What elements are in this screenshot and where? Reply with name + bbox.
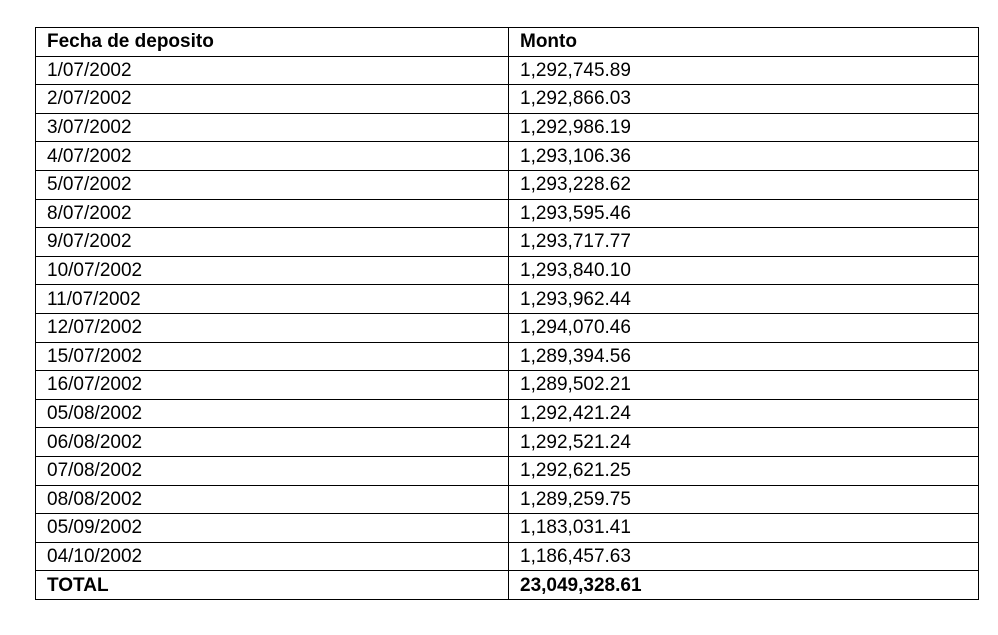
- deposit-amount-cell: 1,289,259.75: [509, 485, 979, 514]
- table-row: [36, 542, 979, 571]
- deposit-date-cell: 16/07/2002: [36, 371, 509, 400]
- table-row: [36, 199, 979, 228]
- deposit-amount-cell: 1,292,745.89: [509, 56, 979, 85]
- deposit-date-cell: 4/07/2002: [36, 142, 509, 171]
- total-row: [36, 571, 979, 600]
- table-row: [36, 313, 979, 342]
- table-row: [36, 256, 979, 285]
- total-label: TOTAL: [36, 571, 509, 600]
- deposit-date-cell: 06/08/2002: [36, 428, 509, 457]
- deposit-date-cell: 2/07/2002: [36, 85, 509, 114]
- column-header-date: Fecha de deposito: [36, 28, 509, 57]
- deposit-amount-cell: 1,289,394.56: [509, 342, 979, 371]
- deposit-amount-cell: 1,292,986.19: [509, 113, 979, 142]
- deposit-date-cell: 15/07/2002: [36, 342, 509, 371]
- table-row: [36, 285, 979, 314]
- table-row: [36, 85, 979, 114]
- deposit-date-cell: 1/07/2002: [36, 56, 509, 85]
- deposit-amount-cell: 1,292,866.03: [509, 85, 979, 114]
- deposit-date-cell: 07/08/2002: [36, 456, 509, 485]
- table-row: [36, 228, 979, 257]
- deposit-amount-cell: 1,292,621.25: [509, 456, 979, 485]
- deposit-amount-cell: 1,289,502.21: [509, 371, 979, 400]
- table-row: [36, 399, 979, 428]
- deposit-date-cell: 10/07/2002: [36, 256, 509, 285]
- deposits-table: [35, 27, 979, 600]
- total-value: 23,049,328.61: [509, 571, 979, 600]
- column-header-amount: Monto: [509, 28, 979, 57]
- table-row: [36, 428, 979, 457]
- table-header-row: [36, 28, 979, 57]
- deposit-amount-cell: 1,183,031.41: [509, 514, 979, 543]
- table-row: [36, 342, 979, 371]
- table-row: [36, 142, 979, 171]
- table-row: [36, 456, 979, 485]
- deposit-amount-cell: 1,186,457.63: [509, 542, 979, 571]
- deposit-amount-cell: 1,294,070.46: [509, 313, 979, 342]
- deposit-date-cell: 04/10/2002: [36, 542, 509, 571]
- deposit-date-cell: 3/07/2002: [36, 113, 509, 142]
- deposit-date-cell: 9/07/2002: [36, 228, 509, 257]
- deposit-date-cell: 05/08/2002: [36, 399, 509, 428]
- deposit-amount-cell: 1,293,106.36: [509, 142, 979, 171]
- table-row: [36, 170, 979, 199]
- document-page: [35, 27, 979, 600]
- table-row: [36, 371, 979, 400]
- table-row: [36, 514, 979, 543]
- deposit-amount-cell: 1,292,421.24: [509, 399, 979, 428]
- deposit-date-cell: 5/07/2002: [36, 170, 509, 199]
- deposit-date-cell: 12/07/2002: [36, 313, 509, 342]
- deposit-amount-cell: 1,293,962.44: [509, 285, 979, 314]
- deposit-date-cell: 11/07/2002: [36, 285, 509, 314]
- table-row: [36, 113, 979, 142]
- table-row: [36, 485, 979, 514]
- deposit-amount-cell: 1,293,717.77: [509, 228, 979, 257]
- deposit-date-cell: 05/09/2002: [36, 514, 509, 543]
- deposit-amount-cell: 1,293,228.62: [509, 170, 979, 199]
- deposit-amount-cell: 1,293,595.46: [509, 199, 979, 228]
- deposit-amount-cell: 1,293,840.10: [509, 256, 979, 285]
- deposit-date-cell: 8/07/2002: [36, 199, 509, 228]
- deposit-date-cell: 08/08/2002: [36, 485, 509, 514]
- deposit-amount-cell: 1,292,521.24: [509, 428, 979, 457]
- table-row: [36, 56, 979, 85]
